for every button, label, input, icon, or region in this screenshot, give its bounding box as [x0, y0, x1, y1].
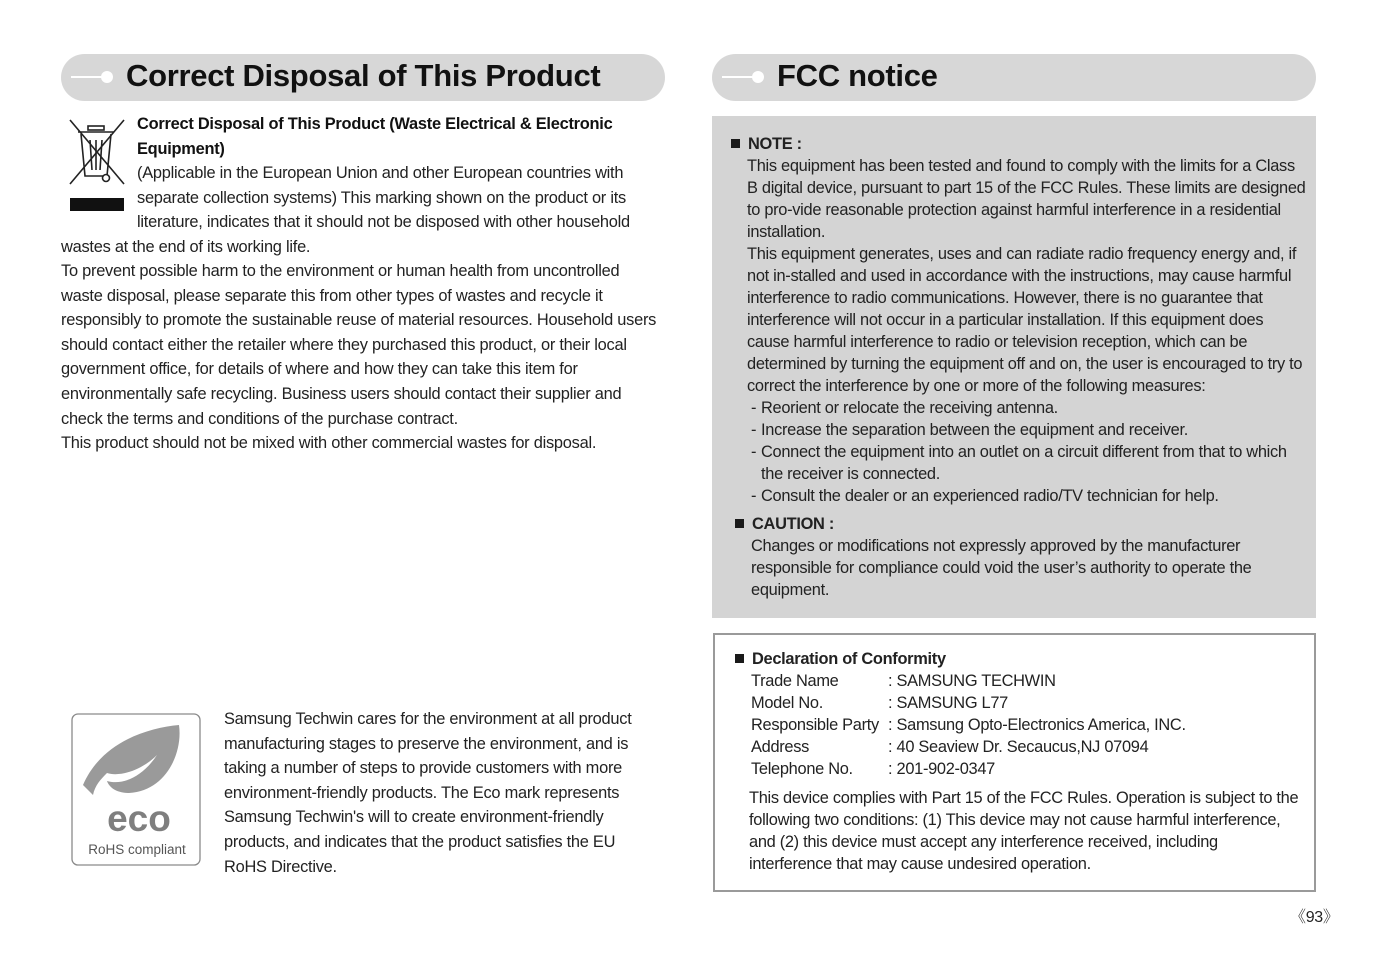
declaration-paragraph: This device complies with Part 15 of the FCC Rules. Operation is subject to the following two conditions: (1) This device may not cause harmful interference, and (2) this device must accept any interference received, including interference that may cause undesired operation.	[749, 789, 1299, 873]
eco-logo-word: eco	[107, 798, 171, 839]
eco-paragraph: Samsung Techwin cares for the environment at all product manufacturing stages to preserve the environment, and is taking a number of steps to provide customers with more environment-friendly products. The Eco mark represents Samsung Techwin's will to create environment-friendly products, and indicates that the product satisfies the EU RoHS Directive.	[224, 710, 632, 876]
declaration-row: Trade Name : SAMSUNG TECHWIN	[751, 672, 1056, 690]
section-header-disposal	[61, 54, 665, 101]
declaration-row: Address : 40 Seaview Dr. Secaucus,NJ 07094	[751, 738, 1149, 756]
note-body	[747, 155, 1307, 507]
measure-item: - Reorient or relocate the receiving antenna.	[751, 399, 1058, 417]
section-title-fcc: FCC notice	[777, 58, 938, 93]
declaration-row: Telephone No. : 201-902-0347	[751, 760, 995, 778]
section-header-fcc	[712, 54, 1316, 101]
header-dot-decoration	[752, 71, 764, 83]
declaration-row: Model No. : SAMSUNG L77	[751, 694, 1008, 712]
note-label: NOTE :	[731, 133, 802, 155]
measure-item: - Consult the dealer or an experienced radio/TV technician for help.	[751, 487, 1219, 505]
weee-intro-continuation: wastes at the end of its working life.	[61, 238, 311, 256]
square-bullet-icon	[735, 654, 744, 663]
square-bullet-icon	[731, 139, 740, 148]
section-title-disposal: Correct Disposal of This Product	[126, 58, 601, 93]
weee-closing-line: This product should not be mixed with other commercial wastes for disposal.	[61, 434, 597, 453]
measure-item: - Connect the equipment into an outlet on a circuit different from that to which the receiver is connected.	[751, 443, 1287, 483]
weee-body-paragraph: To prevent possible harm to the environment or human health from uncontrolled waste disposal, please separate this from other types of wastes and recycle it responsibly to promote the sustainable reuse of material resources. Household users should contact either the retailer where they purchased this product, or their local government office, for details of where and how they can take this item for environmentally safe recycling. Business users should contact their supplier and check the terms and conditions of the purchase contract.	[61, 262, 657, 428]
header-line-decoration	[71, 76, 105, 78]
weee-heading: Correct Disposal of This Product (Waste Electrical & Electronic Equipment)	[137, 115, 613, 158]
measure-item: - Increase the separation between the equipment and receiver.	[751, 421, 1188, 439]
weee-crossed-bin-icon	[66, 118, 126, 214]
page-number: 《93》	[1290, 909, 1339, 926]
eco-rohs-logo	[71, 713, 201, 866]
header-dot-decoration	[101, 71, 113, 83]
header-line-decoration	[722, 76, 756, 78]
square-bullet-icon	[735, 519, 744, 528]
eco-logo-caption: RoHS compliant	[88, 842, 186, 857]
caution-label: CAUTION :	[735, 513, 834, 535]
declaration-row: Responsible Party : Samsung Opto-Electronics America, INC.	[751, 716, 1186, 734]
caution-text: Changes or modifications not expressly approved by the manufacturer responsible for compliance could void the user’s authority to operate the equipment.	[751, 537, 1252, 599]
note-paragraph-1: This equipment has been tested and found to comply with the limits for a Class B digital device, pursuant to part 15 of the FCC Rules. These limits are designed to pro-vide reasonable protection against harmful interference in a residential installation.	[747, 157, 1306, 241]
note-paragraph-2: This equipment generates, uses and can radiate radio frequency energy and, if not in-stalled and used in accordance with the instructions, may cause harmful interference to radio communications. However, there is no guarantee that interference will not occur in a particular installation. If this equipment does cause harmful interference to radio or television reception, which can be determined by turning the equipment off and on, the user is encouraged to try to correct the interference by one or more of the following measures:	[747, 245, 1303, 395]
weee-intro-paragraph: (Applicable in the European Union and other European countries with separate collection systems) This marking shown on the product or its literature, indicates that it should not be disposed with other household	[137, 164, 630, 232]
weee-body-text	[61, 259, 661, 456]
declaration-label: Declaration of Conformity	[735, 648, 946, 670]
